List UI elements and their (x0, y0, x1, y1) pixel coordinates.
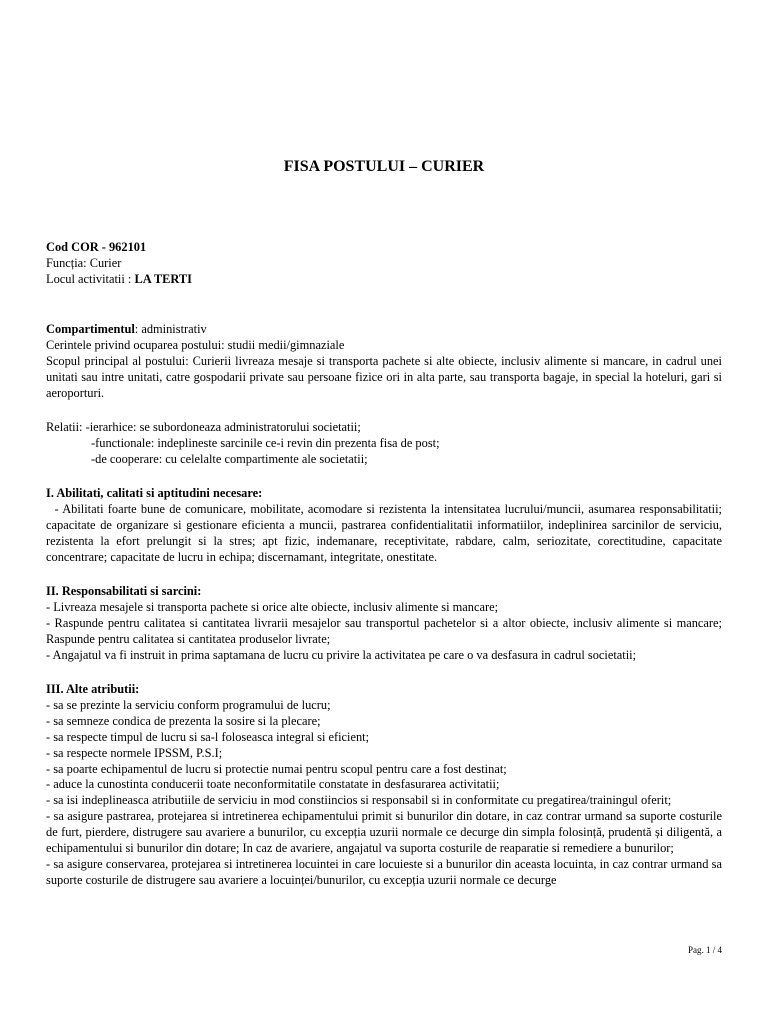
document-title: FISA POSTULUI – CURIER (283, 158, 485, 175)
list-item: - aduce la cunostinta conducerii toate neconformitatile constatate in desfasurarea activitatii; (46, 777, 500, 792)
list-item: - sa isi indeplineasca atributiile de serviciu in mod constiincios si responsabil si in conformitate cu pregatirea/trainingul oferit; (46, 793, 672, 808)
compartiment (46, 322, 722, 338)
intro-block (46, 322, 722, 402)
locul-value: LA TERTI (134, 271, 192, 286)
locul-activitatii (46, 272, 722, 288)
list-item: - sa respecte timpul de lucru si sa-l foloseasca integral si eficient; (46, 729, 370, 744)
relatii-cooperare: -de cooperare: cu celelalte compartimente ale societatii; (91, 451, 368, 466)
scop-post: Scopul principal al postului: Curierii livreaza mesaje si transporta pachete si alte obiecte, inclusiv alimente si mancare, in cadrul unei unitati sau intre unitati, catre gospodarii private sau persoane fizice ori in alta parte, sau transporta bagaje, in special la hoteluri, gari si aeroporturi. (46, 353, 722, 400)
section-responsabilitati-heading: II. Responsabilitati si sarcini: (46, 584, 202, 598)
list-item: - Angajatul va fi instruit in prima saptamana de lucru cu privire la activitatea pe care o va desfasura in cadrul societatii; (46, 647, 637, 662)
document-page (46, 0, 726, 1024)
cerinte-post: Cerintele privind ocuparea postului: studii medii/gimnaziale (46, 337, 345, 352)
section-alte-atributii-heading: III. Alte atributii: (46, 682, 140, 696)
relatii-block (46, 420, 722, 468)
header-block (46, 240, 722, 288)
functia: Funcția: Curier (46, 255, 122, 270)
list-item: - sa asigure pastrarea, protejarea si intretinerea echipamentului primit si bunurilor din dotare, in caz contrar urmand sa suporte costurile de furt, pierdere, distrugere sau avariere a bunurilor, cu excepția uzurii normale ce decurge din simpla folosință, prudentă și diligentă, a echipamentului si bunurilor din dotare; In caz de avariere, angajatul va suporta costurile de reaparatie si remediere a bunurilor; (46, 809, 722, 856)
locul-label: Locul activitatii : (46, 271, 135, 286)
section-alte-atributii (46, 682, 722, 889)
page-number: Pag. 1 / 4 (687, 945, 722, 955)
list-item: - sa semneze condica de prezenta la sosire si la plecare; (46, 713, 321, 728)
section-abilitati-text: - Abilitati foarte bune de comunicare, mobilitate, acomodare si rezistenta la intensitatea lucrului/muncii, asumarea responsabilitatii; capacitate de organizare si gestionare eficienta a muncii, pastrarea confidentialitatii informatiilor, indeplinirea sarcinilor de serviciu, rezistenta la efort prelungit si la stres; apt fizic, indemanare, receptivitate, rabdare, calm, seriozitate, corectitudine, capacitate concentrare; capacitate de lucru in echipa; discernamant, integritate, onestitate. (46, 501, 726, 564)
list-item: - sa asigure conservarea, protejarea si intretinerea locuintei in care locuieste si a bunurilor din aceasta locuinta, in caz contrar urmand sa suporte costurile de distrugere sau avariere a locuinței/bunurilor, cu excepția uzurii normale ce decurge (46, 856, 722, 887)
list-item: - sa se prezinte la serviciu conform programului de lucru; (46, 697, 331, 712)
relatii-ierarhice: Relatii: -ierarhice: se subordoneaza administratorului societatii; (46, 420, 361, 434)
compartiment-value: : administrativ (134, 322, 207, 336)
compartiment-label: Compartimentul (46, 322, 135, 336)
section-abilitati (46, 486, 726, 566)
list-item: - sa poarte echipamentul de lucru si protectie numai pentru scopul pentru care a fost destinat; (46, 761, 507, 776)
relatii-functionale: -functionale: indeplineste sarcinile ce-i revin din prezenta fisa de post; (91, 435, 440, 450)
section-abilitati-heading: I. Abilitati, calitati si aptitudini necesare: (46, 486, 263, 500)
list-item: - sa respecte normele IPSSM, P.S.I; (46, 745, 223, 760)
list-item: - Livreaza mesajele si transporta pachete si orice alte obiecte, inclusiv alimente si mancare; (46, 599, 499, 614)
cod-cor: Cod COR - 962101 (46, 240, 147, 254)
section-responsabilitati (46, 584, 722, 664)
list-item: - Raspunde pentru calitatea si cantitatea livrarii mesajelor sau transportul pachetelor si a altor obiecte, inclusiv alimente si mancare; Raspunde pentru calitatea si cantitatea produselor livrate; (46, 615, 722, 646)
